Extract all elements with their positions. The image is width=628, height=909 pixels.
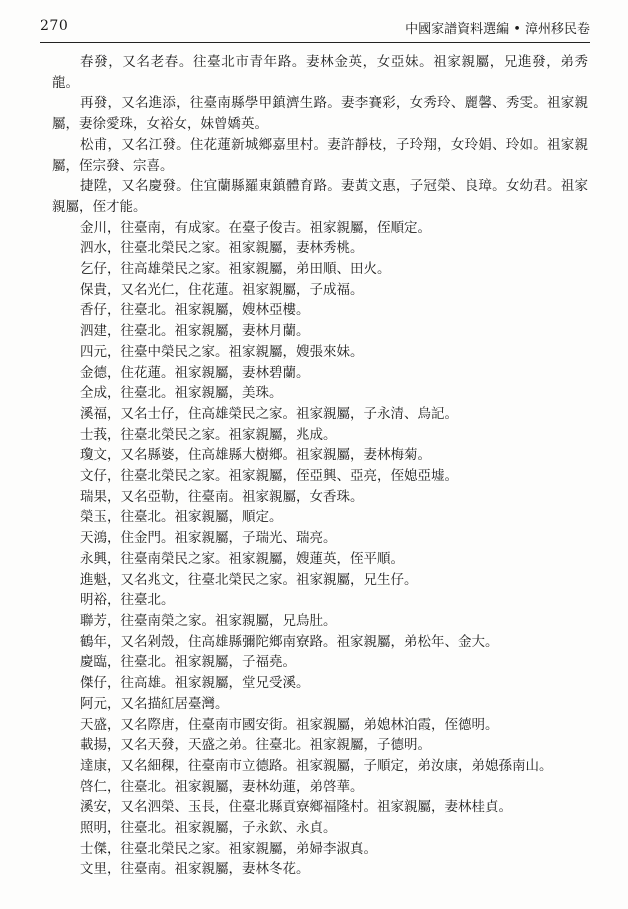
- genealogy-entry: 天鴻，住金門。祖家親屬，子瑞光、瑞亮。: [80, 530, 337, 547]
- genealogy-entry: 瑞果，又名亞勒，往臺南。祖家親屬，女香珠。: [80, 488, 364, 505]
- genealogy-entry: 松甫，又名江發。住花蓮新城鄉嘉里村。妻許靜枝，子玲翔，女玲娟、玲如。祖家親屬，侄宗發、宗喜。: [52, 136, 588, 174]
- genealogy-entry: 捷陞，又名慶發。住宜蘭縣羅東鎮體育路。妻黃文惠，子冠榮、良璋。女幼君。祖家親屬，侄才能。: [52, 178, 588, 215]
- genealogy-entry: 瓊文，又名縣婆，住高雄縣大樹鄉。祖家親屬，妻林梅菊。: [80, 447, 431, 464]
- genealogy-entry: 春發，又名老春。往臺北市青年路。妻林金英，女亞妹。祖家親屬，兄進發，弟秀龍。: [52, 54, 588, 91]
- genealogy-entry: 達康，又名細稞，往臺南市立德路。祖家親屬，子順定，弟汝康，弟媳孫南山。: [80, 757, 553, 774]
- genealogy-entry: 溪福，又名士仔，住高雄榮民之家。祖家親屬，子永清、烏記。: [80, 405, 458, 422]
- page-number: 270: [40, 18, 69, 34]
- genealogy-body: [52, 52, 588, 880]
- genealogy-entry: 文仔，往臺北榮民之家。祖家親屬，侄亞興、亞亮，侄媳亞墟。: [80, 468, 458, 485]
- header-rule: [40, 42, 590, 43]
- running-title: 中國家譜資料選編 • 漳州移民卷: [405, 22, 590, 37]
- genealogy-entry: 士傑，往臺北榮民之家。祖家親屬，弟婦李淑真。: [80, 840, 377, 857]
- genealogy-entry: 泗水，往臺北榮民之家。祖家親屬，妻林秀桃。: [80, 240, 364, 257]
- genealogy-entry: 全成，往臺北。祖家親屬，美珠。: [80, 385, 283, 402]
- genealogy-entry: 啓仁，往臺北。祖家親屬，妻林幼蓮，弟啓華。: [80, 778, 364, 795]
- genealogy-entry: 四元，往臺中榮民之家。祖家親屬，嫂張來妹。: [80, 343, 364, 360]
- genealogy-entry: 阿元，又名描紅居臺灣。: [80, 695, 229, 712]
- genealogy-entry: 聯芳，往臺南榮之家。祖家親屬，兄烏肚。: [80, 612, 337, 629]
- genealogy-entry: 乞仔，往高雄榮民之家。祖家親屬，弟田順、田火。: [80, 261, 391, 278]
- genealogy-entry: 金川，往臺南，有成家。在臺子俊吉。祖家親屬，侄順定。: [80, 219, 431, 236]
- genealogy-entry: 明裕，往臺北。: [80, 592, 175, 609]
- genealogy-entry: 榮玉，往臺北。祖家親屬，順定。: [80, 509, 283, 526]
- genealogy-entry: 進魁，又名兆文，往臺北榮民之家。祖家親屬，兄生仔。: [80, 571, 418, 588]
- genealogy-entry: 永興，往臺南榮民之家。祖家親屬，嫂蓮英，侄平順。: [80, 550, 404, 567]
- genealogy-entry: 保貴，又名光仁，住花蓮。祖家親屬，子成福。: [80, 281, 364, 298]
- genealogy-entry: 泗建，往臺北。祖家親屬，妻林月蘭。: [80, 323, 310, 340]
- genealogy-entry: 文里，往臺南。祖家親屬，妻林冬花。: [80, 861, 310, 878]
- genealogy-entry: 溪安，又名泗榮、玉長，住臺北縣貢寮鄉福隆村。祖家親屬，妻林桂貞。: [80, 799, 512, 816]
- genealogy-entry: 照明，往臺北。祖家親屬，子永欽、永貞。: [80, 820, 337, 837]
- genealogy-entry: 慶臨，往臺北。祖家親屬，子福堯。: [80, 654, 296, 671]
- genealogy-entry: 再發，又名進添，往臺南縣學甲鎮濟生路。妻李賽彩，女秀玲、麗馨、秀雯。祖家親屬，妻徐愛珠，女裕女，妹曾嬌英。: [52, 95, 588, 133]
- genealogy-entry: 鶴年，又名剁殼，住高雄縣彌陀鄉南寮路。祖家親屬，弟松年、金大。: [80, 633, 499, 650]
- page-header: [40, 16, 590, 38]
- genealogy-entry: 天盛，又名際唐，住臺南市國安街。祖家親屬，弟媳林泊霞，侄德明。: [80, 716, 499, 733]
- genealogy-entry: 傑仔，往高雄。祖家親屬，堂兄受溪。: [80, 675, 310, 692]
- genealogy-entry: 金德，住花蓮。祖家親屬，妻林碧蘭。: [80, 364, 310, 381]
- genealogy-entry: 士莪，往臺北榮民之家。祖家親屬，兆成。: [80, 426, 337, 443]
- genealogy-entry: 載揚，又名天發，天盛之弟。往臺北。祖家親屬，子德明。: [80, 737, 431, 754]
- genealogy-entry: 香仔，往臺北。祖家親屬，嫂林亞樓。: [80, 302, 310, 319]
